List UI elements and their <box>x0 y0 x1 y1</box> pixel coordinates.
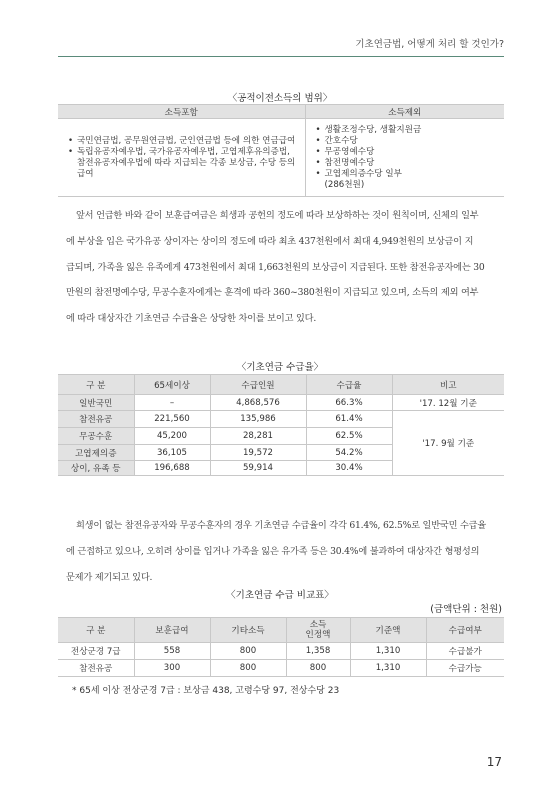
text-line: 문제가 제기되고 있다. <box>66 571 153 583</box>
header-cell: 구 분 <box>58 618 134 643</box>
header-cell: 소득 인정액 <box>286 618 350 643</box>
text-line: 만원의 참전명예수당, 무공수훈자에게는 훈격에 따라 360~380천원이 지급되고 있으며, 소득의 제외 여부 <box>66 287 479 299</box>
unit-label: (금액단위 : 천원) <box>430 604 502 615</box>
col-excluded: 소득제외 <box>305 105 504 119</box>
table-cell: 135,986 <box>210 411 306 428</box>
list-item: • 국민연금법, 공무원연금법, 군인연금법 등에 의한 연금급여 <box>68 135 296 146</box>
table-row <box>58 643 504 660</box>
list-item: (286천원) <box>324 179 365 190</box>
table-cell: 참전유공 <box>58 411 134 428</box>
text-line: 희생이 없는 참전유공자와 무공수훈자의 경우 기초연금 수급율이 각각 61.4%, 62.5%로 일반국민 수급율 <box>76 520 486 531</box>
text-line: 에 따라 대상자간 기초연금 수급율은 상당한 차이를 보이고 있다. <box>66 313 317 325</box>
header-cell: 비고 <box>392 375 504 395</box>
income-scope-table <box>58 104 504 197</box>
table-cell: 1,310 <box>350 643 426 660</box>
table-row <box>58 660 504 677</box>
table-cell: 1,358 <box>286 643 350 660</box>
table-cell: 1,310 <box>350 660 426 677</box>
table-cell: 일반국민 <box>58 395 134 411</box>
table-cell: 61.4% <box>306 411 392 428</box>
table-cell: 무공수훈 <box>58 428 134 445</box>
table-cell: 800 <box>210 660 286 677</box>
comparison-table <box>58 617 504 677</box>
recipient-rate-table <box>58 374 504 476</box>
note-cell: '17. 9월 기준 <box>392 411 504 476</box>
table-cell: 196,688 <box>134 461 210 476</box>
table-cell: 고엽제의증 <box>58 445 134 461</box>
text-line: 에 부상을 입은 국가유공 상이자는 상이의 정도에 따라 최초 437천원에서 최대 4,949천원의 보상금이 지 <box>66 235 474 247</box>
list-item: • 간호수당 <box>315 135 358 146</box>
table2-caption: 〈기초연금 수급율〉 <box>236 362 324 373</box>
table-cell: 800 <box>286 660 350 677</box>
table-cell: 30.4% <box>306 461 392 476</box>
table-cell: 800 <box>210 643 286 660</box>
list-item: • 고엽제의증수당 일부 <box>315 168 402 179</box>
table3-caption: 〈기초연금 수급 비교표〉 <box>226 590 334 601</box>
table-cell: 62.5% <box>306 428 392 445</box>
header-cell: 65세이상 <box>134 375 210 395</box>
text-line: 급되며, 가족을 잃은 유족에게 473천원에서 최대 1,663천원의 보상금이 지급된다. 또한 참전유공자에는 30 <box>66 261 485 273</box>
table-cell: 참전유공 <box>58 660 134 677</box>
table-cell: 36,105 <box>134 445 210 461</box>
table-cell: 19,572 <box>210 445 306 461</box>
table-cell: 수급불가 <box>426 643 504 660</box>
table-cell: – <box>134 395 210 411</box>
table-cell: 558 <box>134 643 210 660</box>
included-cell <box>58 119 305 197</box>
table1-caption: 〈공적이전소득의 범위〉 <box>227 93 333 104</box>
table-row <box>58 411 504 428</box>
table-cell: 4,868,576 <box>210 395 306 411</box>
footnote: * 65세 이상 전상군경 7급 : 보상금 438, 고령수당 97, 전상수당 23 <box>72 686 340 696</box>
body-paragraph-2 <box>66 513 500 590</box>
list-item: • 참전명예수당 <box>315 157 375 168</box>
header-cell: 수급여부 <box>426 618 504 643</box>
header-cell: 수급인원 <box>210 375 306 395</box>
list-item: • 무공영예수당 <box>315 146 375 157</box>
table-cell: 54.2% <box>306 445 392 461</box>
header-cell: 보훈급여 <box>134 618 210 643</box>
table-cell: 221,560 <box>134 411 210 428</box>
list-item: • 생활조정수당, 생활지원금 <box>315 124 422 135</box>
table-cell: 66.3% <box>306 395 392 411</box>
table-cell: 45,200 <box>134 428 210 445</box>
table-cell: 전상군경 7급 <box>58 643 134 660</box>
header-rule <box>58 56 504 57</box>
table-cell: 수급가능 <box>426 660 504 677</box>
header-cell: 기준액 <box>350 618 426 643</box>
table-cell: 300 <box>134 660 210 677</box>
table-row <box>58 395 504 411</box>
table-cell: 상이, 유족 등 <box>58 461 134 476</box>
table-cell: 59,914 <box>210 461 306 476</box>
list-item: • 독립유공자예우법, 국가유공자예우법, 고엽제후유의증법, 참전유공자예우법에 따라 지급되는 각종 보상금, 수당 등의 급여 <box>68 146 296 179</box>
note-cell: '17. 12월 기준 <box>392 395 504 411</box>
col-included: 소득포함 <box>58 105 305 119</box>
page-number: 17 <box>486 755 502 769</box>
header-cell: 기타소득 <box>210 618 286 643</box>
table-cell: 28,281 <box>210 428 306 445</box>
running-title: 기초연금법, 어떻게 처리 할 것인가? <box>355 39 504 50</box>
excluded-cell <box>305 119 504 197</box>
text-line: 에 근접하고 있으나, 오히려 상이를 입거나 가족을 잃은 유가족 등은 30.4%에 불과하여 대상자간 형평성의 <box>66 545 480 557</box>
text-line: 앞서 언급한 바와 같이 보훈급여금은 희생과 공헌의 정도에 따라 보상하하는 것이 원칙이며, 신체의 일부 <box>76 210 479 221</box>
header-cell: 수급율 <box>306 375 392 395</box>
header-cell: 구 분 <box>58 375 134 395</box>
body-paragraph-1 <box>66 203 500 332</box>
